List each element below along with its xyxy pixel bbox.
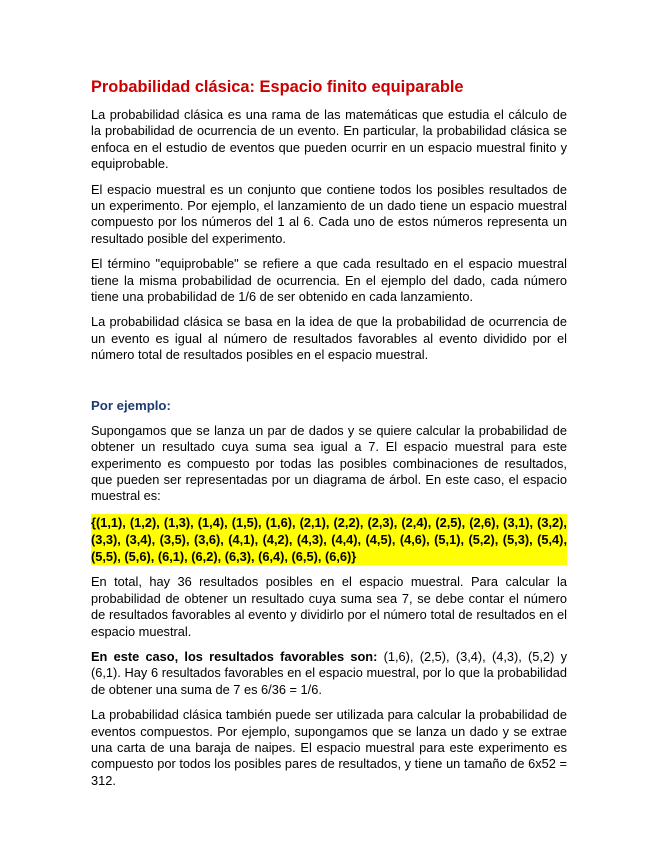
paragraph-intro: La probabilidad clásica es una rama de las matemáticas que estudia el cálculo de la probabilidad de ocurrencia de un evento. En particular, la probabilidad clásica se enfoca en el estudio de eventos que pueden ocurrir en un espacio muestral finito y equiprobable. bbox=[91, 107, 567, 172]
paragraph-sample-space: El espacio muestral es un conjunto que contiene todos los posibles resultados de un experimento. Por ejemplo, el lanzamiento de un dado tiene un espacio muestral compuesto por los números del 1 al 6. Cada uno de estos números representa un resultado posible del experimento. bbox=[91, 181, 567, 246]
page-title: Probabilidad clásica: Espacio finito equiparable bbox=[91, 78, 464, 96]
sample-space-highlight bbox=[91, 514, 567, 566]
favorable-text: (1,6), (2,5), (3,4), (4,3), (5,2) y (6,1). Hay 6 resultados favorables en el espacio muestral, por lo que la probabilidad de obtener una suma de 7 es 6/36 = 1/6. bbox=[91, 648, 567, 697]
example-compound: La probabilidad clásica también puede ser utilizada para calcular la probabilidad de eventos compuestos. Por ejemplo, supongamos que se lanza un dado y se extrae una carta de una baraja de naipes. El espacio muestral para este experimento es compuesto por todos los posibles pares de resultados, y tiene un tamaño de 6x52 = 312. bbox=[91, 707, 567, 788]
sample-space-text: {(1,1), (1,2), (1,3), (1,4), (1,5), (1,6), (2,1), (2,2), (2,3), (2,4), (2,5), (2,6), (3,1), (3,2), (3,3), (3,4), (3,5), (3,6), (4,1), (4,2), (4,3), (4,4), (4,5), (4,6), (5,1), (5,2), (5,3), (5,4), (5,5), (5,6), (6,1), (6,2), (6,3), (6,4), (6,5), (6,6)} bbox=[91, 514, 567, 565]
example-heading: Por ejemplo: bbox=[91, 397, 171, 413]
paragraph-equiprobable: El término "equiprobable" se refiere a que cada resultado en el espacio muestral tiene la misma probabilidad de ocurrencia. En el ejemplo del dado, cada número tiene una probabilidad de 1/6 de ser obtenido en cada lanzamiento. bbox=[91, 256, 567, 305]
example-favorable bbox=[91, 649, 567, 698]
favorable-label: En este caso, los resultados favorables son: bbox=[91, 648, 378, 664]
example-intro: Supongamos que se lanza un par de dados y se quiere calcular la probabilidad de obtener un resultado cuya suma sea igual a 7. El espacio muestral para este experimento es compuesto por todas las posibles combinaciones de resultados, que pueden ser representadas por un diagrama de árbol. En este caso, el espacio muestral es: bbox=[91, 422, 567, 504]
paragraph-classical-rule: La probabilidad clásica se basa en la idea de que la probabilidad de ocurrencia de un evento es igual al número de resultados favorables al evento dividido por el número total de resultados posibles en el espacio muestral. bbox=[91, 314, 567, 363]
example-total: En total, hay 36 resultados posibles en el espacio muestral. Para calcular la probabilidad de obtener un resultado cuya suma sea 7, se debe contar el número de resultados favorables al evento y dividirlo por el número total de resultados en el espacio muestral. bbox=[91, 574, 567, 639]
